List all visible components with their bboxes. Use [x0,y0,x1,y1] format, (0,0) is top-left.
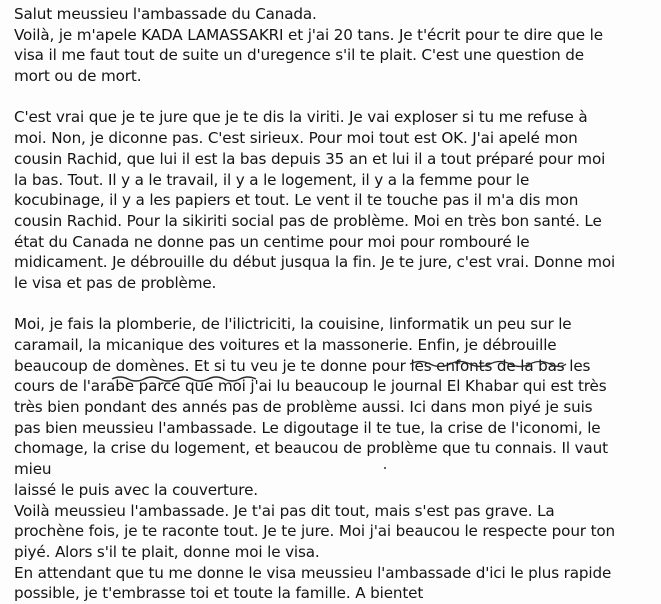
letter-line: la bas. Tout. Il y a le travail, il y a le logement, il y a la femme pour le [14,170,530,189]
letter-line: mieu [14,460,52,479]
letter-line: midicament. Je débrouille du début jusqua la fin. Je te jure, c'est vrai. Donne moi [14,253,616,272]
letter-line: chomage, la crise du logement, et beaucou de problème que tu connais. Il vaut [14,439,608,458]
letter-line: caramail, la micanique des voitures et la massonerie. Enfin, je débrouille [14,336,557,354]
letter-body [14,4,654,604]
letter-line: Voilà, je m'apele KADA LAMASSAKRI et j'ai 20 tans. Je t'écrit pour te dire que le [14,25,603,44]
letter-line: prochène fois, je te raconte tout. Je te jure. Moi j'ai beaucou le respecte pour ton [14,522,615,541]
letter-line: C'est vrai que je te jure que je te dis la viriti. Je vai exploser si tu me refuse à [14,108,588,127]
letter-line: possible, je t'embrasse toi et toute la famille. A bientet [14,584,424,603]
paragraph-gap [14,87,654,108]
handwritten-strikethrough-mark [110,374,260,384]
letter-line: visa il me faut tout de suite un d'uregence s'il te plait. C'est une question de [14,46,584,65]
letter-line: le visa et pas de problème. [14,273,217,292]
letter-line: mort ou de mort. [14,67,142,86]
letter-line: Moi, je fais la plomberie, de l'ilictriciti, la couisine, linformatik un peu sur le [14,315,572,334]
letter-line: cours de l'arabe parce que moi j'ai lu beaucoup le journal El Khabar qui est très [14,377,607,396]
handwritten-underline-mark [408,358,568,368]
letter-line: laissé le puis avec la couverture. [14,480,258,499]
letter-line: cousin Rachid, que lui il est la bas depuis 35 an et lui il a tout préparé pour moi [14,149,606,168]
letter-line: beaucoup de domènes. Et si tu veu je te donne pour les enfonts de la bas les [14,356,591,375]
letter-line: Salut meussieu l'ambassade du Canada. [14,5,317,23]
scan-speck [384,467,386,469]
paragraph-gap [14,294,654,315]
letter-line: très bien pondant des annés pas de problème aussi. Ici dans mon piyé je suis [14,398,593,417]
letter-line: état du Canada ne donne pas un centime pour moi pour rombouré le [14,232,530,251]
letter-line: cousin Rachid. Pour la sikiriti social pas de problème. Moi en très bon santé. Le [14,211,602,230]
letter-line: moi. Non, je diconne pas. C'est sirieux. Pour moi tout est OK. J'ai apelé mon [14,129,578,148]
letter-line: Voilà meussieu l'ambassade. Je t'ai pas dit tout, mais s'est pas grave. La [14,501,555,520]
letter-line: piyé. Alors s'il te plait, donne moi le visa. [14,542,320,561]
letter-line: kocubinage, il y a les papiers et tout. Le vent il te touche pas il m'a dis mon [14,191,579,210]
letter-line: pas bien meussieu l'ambassade. Le digoutage il te tue, la crise de l'iconomi, le [14,418,601,437]
letter-line: En attendant que tu me donne le visa meussieu l'ambassade d'ici le plus rapide [14,563,612,582]
